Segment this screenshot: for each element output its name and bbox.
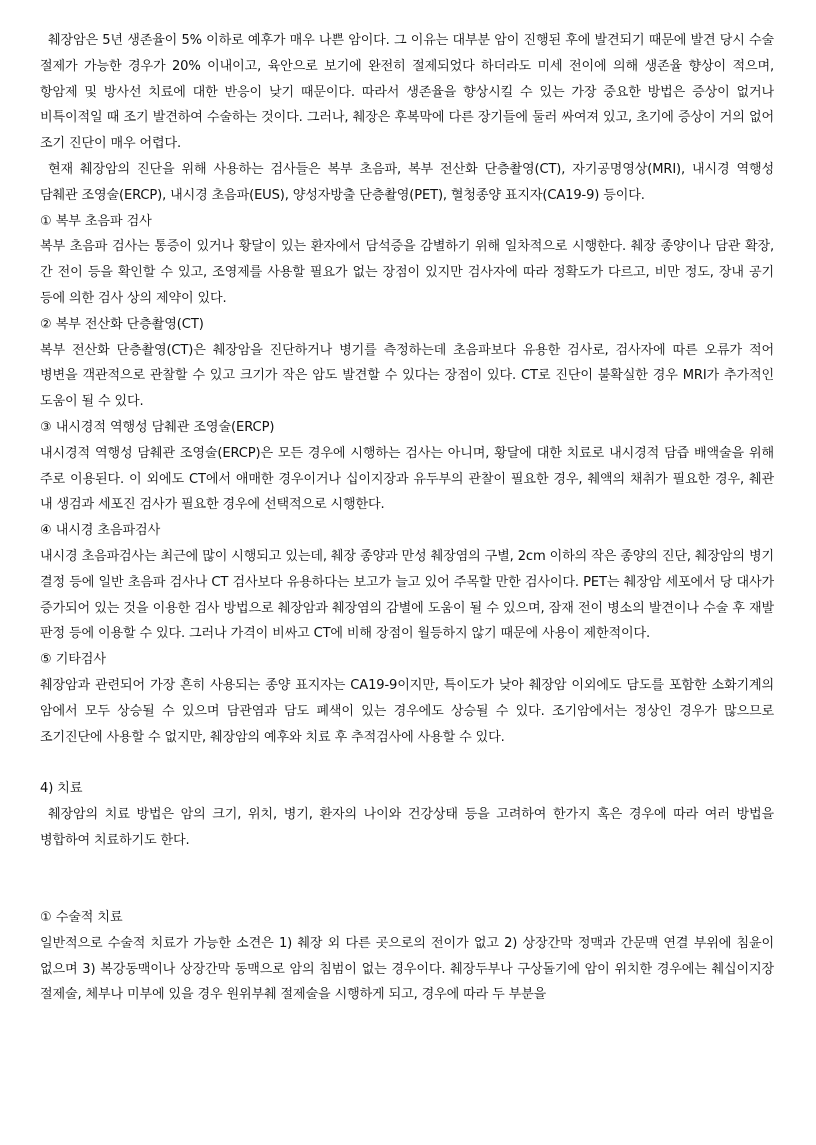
section-body: 내시경적 역행성 담췌관 조영술(ERCP)은 모든 경우에 시행하는 검사는 아니며, 황달에 대한 치료로 내시경적 담즙 배액술을 위해 주로 이용된다. 이 외에도 CT에서 애매한 경우이거나 십이지장과 유두부의 관찰이 필요한 경우, 췌액의 채취가 필요한 경우, 췌관 내 생검과 세포진 검사가 필요한 경우에 선택적으로 시행한다. (40, 445, 774, 513)
section-body: 복부 초음파 검사는 통증이 있거나 황달이 있는 환자에서 담석증을 감별하기 위해 일차적으로 시행한다. 췌장 종양이나 담관 확장, 간 전이 등을 확인할 수 있고, 조영제를 사용할 필요가 없는 장점이 있지만 검사자에 따라 정확도가 다르고, 비만 정도, 장내 공기 등에 의한 검사 상의 제약이 있다. (40, 239, 774, 306)
section-body: 내시경 초음파검사는 최근에 많이 시행되고 있는데, 췌장 종양과 만성 췌장염의 구별, 2cm 이하의 작은 종양의 진단, 췌장암의 병기 결정 등에 일반 초음파 검사나 CT 검사보다 유용하다는 보고가 늘고 있어 주목할 만한 검사이다. PET는 췌장암 세포에서 당 대사가 증가되어 있는 것을 이용한 검사 방법으로 췌장암과 췌장염의 감별에 도움이 될 수 있으며, 잠재 전이 병소의 발견이나 수술 후 재발 판정 등에 이용할 수 있다. 그러나 가격이 비싸고 CT에 비해 장점이 월등하지 않기 때문에 사용이 제한적이다. (40, 548, 774, 642)
blank-lines (40, 854, 774, 906)
diagnosis-section-ultrasound (40, 209, 774, 312)
diagnosis-section-ercp (40, 415, 774, 518)
section-heading: ② 복부 전산화 단층촬영(CT) (40, 316, 204, 332)
blank-line (40, 750, 774, 776)
section-heading: ③ 내시경적 역행성 담췌관 조영술(ERCP) (40, 419, 275, 435)
treatment-heading: 4) 치료 (40, 781, 83, 797)
diagnosis-section-ct (40, 312, 774, 415)
diagnosis-section-eus (40, 518, 774, 647)
surgery-body: 일반적으로 수술적 치료가 가능한 소견은 1) 췌장 외 다른 곳으로의 전이가 없고 2) 상장간막 정맥과 간문맥 연결 부위에 침윤이 없으며 3) 복강동맥이나 상장간막 동맥으로 암의 침범이 없는 경우이다. 췌장두부나 구상돌기에 암이 위치한 경우에는 췌십이지장 절제술, 체부나 미부에 있을 경우 원위부췌 절제술을 시행하게 되고, 경우에 따라 두 부분을 (40, 935, 774, 1003)
intro-paragraph-1: 췌장암은 5년 생존율이 5% 이하로 예후가 매우 나쁜 암이다. 그 이유는 대부분 암이 진행된 후에 발견되기 때문에 발견 당시 수술 절제가 가능한 경우가 20% 이내이고, 육안으로 보기에 완전히 절제되었다 하더라도 미세 전이에 의해 생존율 향상이 적으며, 항암제 및 방사선 치료에 대한 반응이 낮기 때문이다. 따라서 생존율을 향상시킬 수 있는 가장 중요한 방법은 증상이 없거나 비특이적일 때 조기 발견하여 수술하는 것이다. 그러나, 췌장은 후복막에 다른 장기들에 둘러 싸여져 있고, 초기에 증상이 거의 없어 조기 진단이 매우 어렵다. (40, 33, 774, 152)
treatment-intro: 췌장암의 치료 방법은 암의 크기, 위치, 병기, 환자의 나이와 건강상태 등을 고려하여 한가지 혹은 경우에 따라 여러 방법을 병합하여 치료하기도 한다. (40, 806, 774, 848)
treatment-section (40, 776, 774, 1008)
intro-paragraph-2: 현재 췌장암의 진단을 위해 사용하는 검사들은 복부 초음파, 복부 전산화 단층촬영(CT), 자기공명영상(MRI), 내시경 역행성 담췌관 조영술(ERCP), 내시경 초음파(EUS), 양성자방출 단층촬영(PET), 혈청종양 표지자(CA19-9) 등이다. (40, 161, 774, 203)
surgery-heading: ① 수술적 치료 (40, 910, 123, 926)
section-heading: ④ 내시경 초음파검사 (40, 523, 161, 539)
document-page (40, 28, 774, 1008)
section-body: 복부 전산화 단층촬영(CT)은 췌장암을 진단하거나 병기를 측정하는데 초음파보다 유용한 검사로, 검사자에 따른 오류가 적어 병변을 객관적으로 관찰할 수 있고 크기가 작은 암도 발견할 수 있다는 장점이 있다. CT로 진단이 불확실한 경우 MRI가 추가적인 도움이 될 수 있다. (40, 342, 774, 410)
section-heading: ⑤ 기타검사 (40, 652, 106, 668)
section-heading: ① 복부 초음파 검사 (40, 213, 152, 229)
section-body: 췌장암과 관련되어 가장 흔히 사용되는 종양 표지자는 CA19-9이지만, 특이도가 낮아 췌장암 이외에도 담도를 포함한 소화기계의 암에서 모두 상승될 수 있으며 담관염과 담도 폐색이 있는 경우에도 상승될 수 있다. 조기암에서는 정상인 경우가 많으므로 조기진단에 사용할 수 없지만, 췌장암의 예후와 치료 후 추적검사에 사용할 수 있다. (40, 677, 774, 745)
diagnosis-section-other (40, 647, 774, 750)
